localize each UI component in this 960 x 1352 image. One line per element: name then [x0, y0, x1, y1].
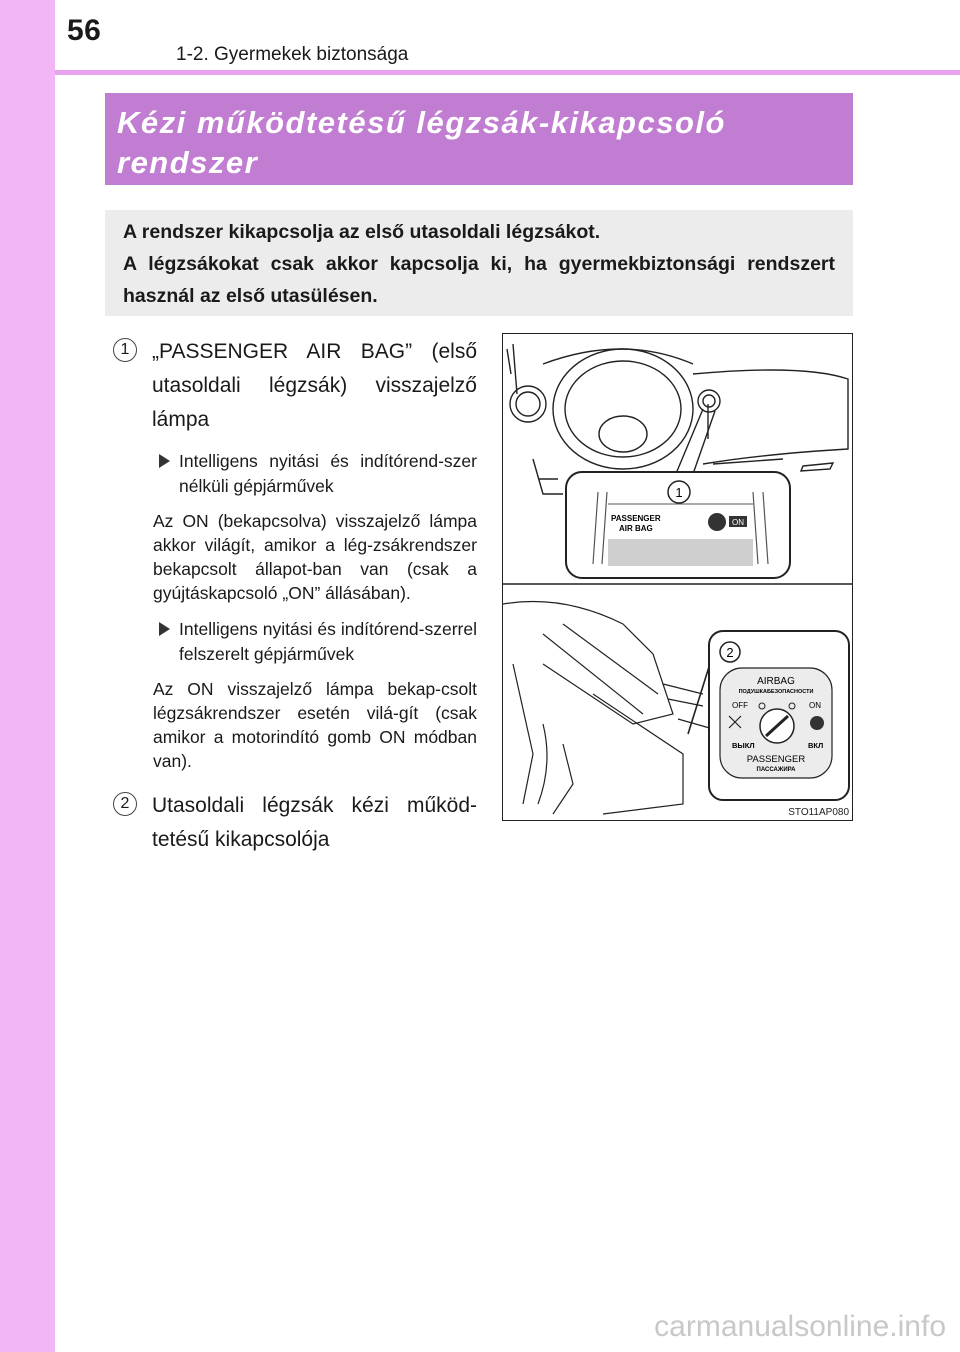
title-line-2: rendszer	[117, 145, 259, 180]
lamp-on-label: ON	[732, 518, 744, 527]
callout-2-label: 2	[726, 645, 734, 660]
switch-off-label: OFF	[732, 701, 748, 710]
triangle-bullet-icon	[159, 454, 170, 468]
figure-code: STO11AP080	[788, 807, 849, 818]
switch-airbag-ru-label: ПОДУШКАБЕЗОПАСНОСТИ	[738, 689, 814, 695]
side-tab-strip	[0, 0, 55, 1352]
header-rule	[55, 70, 960, 75]
bullet-1-label: Intelligens nyitási és indítórend-szer nélküli gépjárművek	[179, 451, 477, 496]
item-list	[113, 335, 477, 857]
summary-line-2: A légzsákokat csak akkor kapcsolja ki, ha gyermekbiztonsági rendszert használ az első utasülésen.	[123, 253, 835, 307]
bullet-2	[159, 617, 477, 667]
item-2-title: Utasoldali légzsák kézi működ-tetésű kikapcsolója	[152, 794, 477, 851]
lamp-label-line-2: AIR BAG	[619, 524, 653, 533]
switch-off-ru-label: ВЫКЛ	[732, 741, 755, 750]
airbag-switch-figure	[502, 333, 853, 821]
lamp-label-line-1: PASSENGER	[611, 514, 661, 523]
page-title	[117, 103, 841, 183]
item-2-number-badge: 2	[113, 792, 137, 816]
title-band	[105, 93, 853, 185]
item-1-number-badge: 1	[113, 338, 137, 362]
switch-airbag-label: AIRBAG	[757, 676, 795, 687]
airbag-lamp-icon	[708, 513, 726, 531]
triangle-bullet-icon	[159, 622, 170, 636]
callout-1-label: 1	[675, 485, 683, 500]
title-line-1: Kézi működtetésű légzsák-kikapcsoló	[117, 105, 726, 140]
bullet-1	[159, 449, 477, 499]
bullet-2-label: Intelligens nyitási és indítórend-szerrel felszerelt gépjárművek	[179, 619, 477, 664]
switch-on-label: ON	[809, 701, 821, 710]
item-2	[113, 789, 477, 857]
item-1-title: „PASSENGER AIR BAG” (első utasoldali légzsák) visszajelző lámpa	[152, 340, 477, 431]
page-number: 56	[67, 14, 102, 47]
bullet-1-text: Az ON (bekapcsolva) visszajelző lámpa akkor világít, amikor a lég-zsákrendszer bekapcsolt állapot-ban van (csak a gyújtáskapcsoló „ON” állásában).	[153, 511, 477, 603]
dashboard-illustration	[503, 334, 853, 821]
section-heading: 1-2. Gyermekek biztonsága	[176, 44, 409, 65]
airbag-on-icon	[810, 716, 824, 730]
switch-on-ru-label: ВКЛ	[808, 741, 824, 750]
summary-line-1: A rendszer kikapcsolja az első utasoldali légzsákot.	[123, 221, 601, 243]
switch-passenger-label: PASSENGER	[746, 754, 806, 765]
item-1	[113, 335, 477, 773]
summary-box	[105, 210, 853, 316]
watermark: carmanualsonline.info	[654, 1310, 946, 1343]
bullet-2-text: Az ON visszajelző lámpa bekap-csolt légzsákrendszer esetén vilá-gít (csak amikor a motorindító gomb ON módban van).	[153, 679, 477, 771]
switch-passenger-ru-label: ПАССАЖИРА	[756, 767, 796, 773]
